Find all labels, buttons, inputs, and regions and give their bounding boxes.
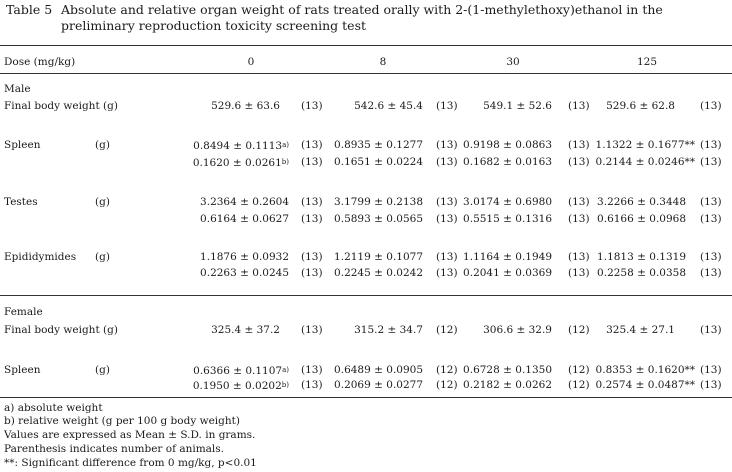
value-cell: 0.2263 ± 0.0245 — [200, 267, 289, 279]
n-cell: (12) — [436, 379, 458, 391]
unit-label: (g) — [95, 196, 110, 208]
section-rule — [0, 295, 732, 296]
n-cell: (13) — [301, 379, 323, 391]
n-cell: (13) — [700, 100, 722, 112]
table-title: Absolute and relative organ weight of rats treated orally with 2-(1-methylethoxy)ethanol in the preliminary reproduction toxicity screening test — [61, 2, 663, 33]
n-cell: (13) — [436, 100, 458, 112]
n-cell: (12) — [436, 324, 458, 336]
footnote-marker: a) — [282, 366, 289, 374]
footnote: **: Significant difference from 0 mg/kg, p<0.01 — [4, 457, 257, 469]
value-cell: $0.1950 \pm 0.0202^{b)}$ — [192, 380, 289, 392]
value-cell: $0.6366 \pm 0.1107^{a)}$ — [193, 365, 289, 377]
top-rule — [0, 45, 732, 46]
n-cell: (13) — [700, 213, 722, 225]
value-cell: 542.6 ± 45.4 — [354, 100, 423, 112]
male-testes-label: Testes — [4, 196, 38, 208]
n-cell: (13) — [301, 139, 323, 151]
n-cell: (13) — [700, 196, 722, 208]
value-cell: 0.2144 ± 0.0246** — [595, 156, 695, 168]
value-cell: 3.2266 ± 0.3448 — [597, 196, 686, 208]
dose-30-header: 30 — [506, 56, 520, 68]
n-cell: (13) — [568, 100, 590, 112]
n-cell: (13) — [301, 156, 323, 168]
value-cell: 306.6 ± 32.9 — [483, 324, 552, 336]
n-cell: (13) — [301, 267, 323, 279]
value-cell: 1.1322 ± 0.1677** — [595, 139, 695, 151]
n-cell: (13) — [301, 213, 323, 225]
value-cell: 0.2245 ± 0.0242 — [334, 267, 423, 279]
value-cell: 549.1 ± 52.6 — [483, 100, 552, 112]
footnote: Values are expressed as Mean ± S.D. in grams. — [4, 429, 256, 441]
dose-0-header: 0 — [247, 56, 255, 68]
value-cell: 0.9198 ± 0.0863 — [463, 139, 552, 151]
value-cell: 0.6489 ± 0.0905 — [334, 364, 423, 376]
value-cell: $0.8494 \pm 0.1113^{a)}$ — [193, 140, 289, 152]
n-cell: (13) — [700, 139, 722, 151]
n-cell: (13) — [700, 324, 722, 336]
value-cell: 1.2119 ± 0.1077 — [334, 251, 423, 263]
n-cell: (13) — [700, 379, 722, 391]
female-section-label: Female — [4, 306, 43, 318]
value-cell: 0.6728 ± 0.1350 — [463, 364, 552, 376]
value-cell: 325.4 ± 37.2 — [211, 324, 280, 336]
value-cell: 3.0174 ± 0.6980 — [463, 196, 552, 208]
n-cell: (13) — [436, 251, 458, 263]
value-cell: $0.1620 \pm 0.0261^{b)}$ — [192, 157, 289, 169]
bottom-rule — [0, 397, 732, 398]
value-cell: 1.1876 ± 0.0932 — [200, 251, 289, 263]
value-cell: 0.5893 ± 0.0565 — [334, 213, 423, 225]
n-cell: (13) — [436, 267, 458, 279]
footnote-marker: a) — [282, 141, 289, 149]
dose-8-header: 8 — [379, 56, 387, 68]
value-cell: 3.1799 ± 0.2138 — [334, 196, 423, 208]
n-cell: (13) — [436, 213, 458, 225]
value-cell: 0.2182 ± 0.0262 — [463, 379, 552, 391]
n-cell: (13) — [700, 267, 722, 279]
value-cell: 0.8935 ± 0.1277 — [334, 139, 423, 151]
n-cell: (13) — [568, 156, 590, 168]
value-cell: 529.6 ± 63.6 — [211, 100, 280, 112]
male-fbw-label: Final body weight (g) — [4, 100, 118, 112]
n-cell: (13) — [436, 156, 458, 168]
value-cell: 0.2258 ± 0.0358 — [597, 267, 686, 279]
footnote: Parenthesis indicates number of animals. — [4, 443, 225, 455]
n-cell: (13) — [568, 213, 590, 225]
footnote: a) absolute weight — [4, 402, 103, 414]
value-cell: 0.2069 ± 0.0277 — [334, 379, 423, 391]
n-cell: (13) — [301, 324, 323, 336]
value-cell: 1.1164 ± 0.1949 — [463, 251, 552, 263]
value-cell: 325.4 ± 27.1 — [606, 324, 675, 336]
value-cell: 1.1813 ± 0.1319 — [597, 251, 686, 263]
n-cell: (12) — [568, 379, 590, 391]
value-cell: 0.1682 ± 0.0163 — [463, 156, 552, 168]
n-cell: (13) — [700, 251, 722, 263]
male-spleen-label: Spleen — [4, 139, 41, 151]
n-cell: (12) — [568, 324, 590, 336]
footnote-marker: b) — [281, 158, 289, 166]
male-section-label: Male — [4, 83, 31, 95]
female-spleen-label: Spleen — [4, 364, 41, 376]
unit-label: (g) — [95, 251, 110, 263]
n-cell: (13) — [301, 100, 323, 112]
dose-header: Dose (mg/kg) — [4, 56, 76, 68]
value-cell: 0.2041 ± 0.0369 — [463, 267, 552, 279]
value-cell: 0.5515 ± 0.1316 — [463, 213, 552, 225]
n-cell: (13) — [700, 156, 722, 168]
n-cell: (13) — [301, 251, 323, 263]
value-cell: 315.2 ± 34.7 — [354, 324, 423, 336]
value-cell: 0.1651 ± 0.0224 — [334, 156, 423, 168]
table-label: Table 5 — [6, 2, 53, 17]
unit-label: (g) — [95, 364, 110, 376]
footnote: b) relative weight (g per 100 g body weight) — [4, 415, 240, 427]
n-cell: (13) — [568, 196, 590, 208]
n-cell: (12) — [568, 364, 590, 376]
value-cell: 3.2364 ± 0.2604 — [200, 196, 289, 208]
footnote-marker: b) — [281, 381, 289, 389]
n-cell: (12) — [436, 364, 458, 376]
value-cell: 0.6166 ± 0.0968 — [597, 213, 686, 225]
n-cell: (13) — [568, 267, 590, 279]
value-cell: 529.6 ± 62.8 — [606, 100, 675, 112]
n-cell: (13) — [436, 196, 458, 208]
dose-125-header: 125 — [636, 56, 658, 68]
unit-label: (g) — [95, 139, 110, 151]
female-fbw-label: Final body weight (g) — [4, 324, 118, 336]
male-epididymides-label: Epididymides — [4, 251, 77, 263]
n-cell: (13) — [301, 364, 323, 376]
value-cell: 0.6164 ± 0.0627 — [200, 213, 289, 225]
n-cell: (13) — [568, 251, 590, 263]
value-cell: 0.8353 ± 0.1620** — [595, 364, 695, 376]
n-cell: (13) — [700, 364, 722, 376]
n-cell: (13) — [568, 139, 590, 151]
value-cell: 0.2574 ± 0.0487** — [595, 379, 695, 391]
header-rule — [0, 73, 732, 74]
n-cell: (13) — [436, 139, 458, 151]
n-cell: (13) — [301, 196, 323, 208]
